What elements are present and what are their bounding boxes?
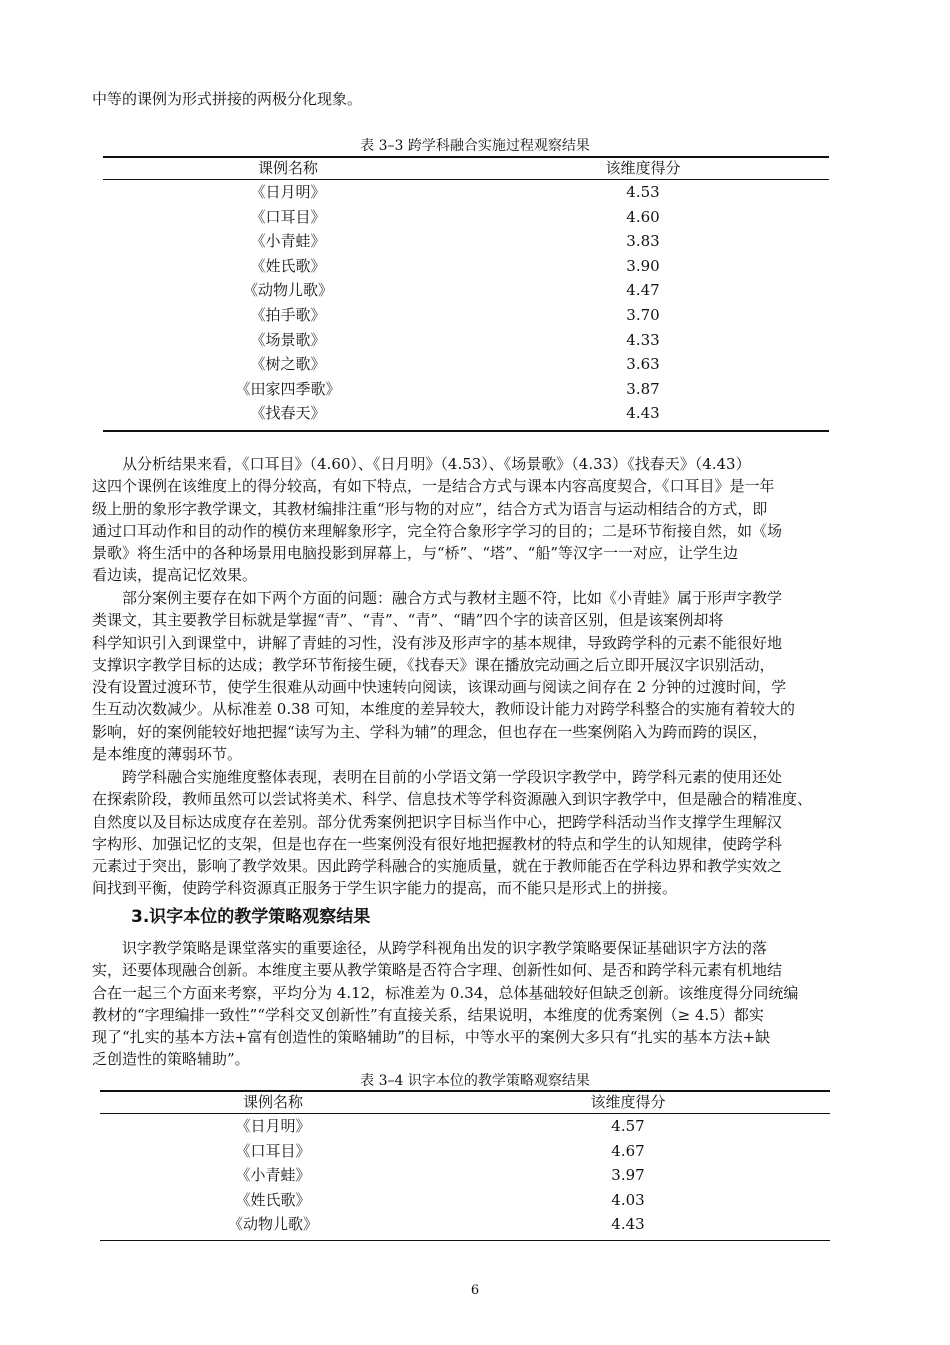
paragraph-line: 间找到平衡，使跨学科资源真正服务于学生识字能力的提高，而不能只是形式上的拼接。 — [92, 879, 678, 898]
table-row — [100, 1139, 830, 1164]
table1-cell-name: 《树之歌》 — [250, 355, 326, 374]
table2-cell-score: 4.43 — [611, 1215, 645, 1234]
table1-cell-score: 3.63 — [626, 355, 660, 374]
paragraph-line: 从分析结果来看，《口耳目》（4.60）、《日月明》（4.53）、《场景歌》（4.33）《找春天》（4.43） — [122, 455, 751, 473]
table1-cell-name: 《姓氏歌》 — [250, 256, 326, 275]
paragraph-line: 影响，好的案例能较好地把握“读写为主、学科为辅”的理念，但也存在一些案例陷入为跨而跨的误区， — [92, 722, 768, 741]
table2-cell-name: 《姓氏歌》 — [235, 1190, 311, 1209]
paragraph-line: 识字教学策略是课堂落实的重要途径，从跨学科视角出发的识字教学策略要保证基础识字方法的落 — [122, 939, 768, 957]
table-row — [103, 401, 829, 426]
paragraph-line: 支撑识字教学目标的达成；教学环节衔接生硬，《找春天》课在播放完动画之后立即开展汉字识别活动， — [92, 655, 775, 674]
table2-cell-score: 3.97 — [611, 1166, 645, 1185]
table1-cell-name: 《日月明》 — [250, 183, 326, 201]
table1-cell-score: 3.70 — [626, 306, 660, 324]
table2-cell-name: 《口耳目》 — [235, 1141, 311, 1160]
table1-cell-score: 4.33 — [626, 330, 660, 349]
table2-cell-name: 《小青蛙》 — [235, 1166, 311, 1185]
paragraph-line: 景歌》将生活中的各种场景用电脑投影到屏幕上，与“桥”、“塔”、“船”等汉字一一对应，让学生边 — [92, 544, 739, 563]
table-row — [103, 229, 829, 254]
table1-cell-name: 《拍手歌》 — [250, 306, 326, 324]
paragraph-line: 在探索阶段，教师虽然可以尝试将美术、科学、信息技术等学科资源融入到识字教学中，但是融合的精准度、 — [92, 790, 813, 809]
table-row — [103, 352, 829, 377]
paragraph-4 — [92, 937, 860, 1071]
paragraph-line: 级上册的象形字教学课文，其教材编排注重“形与物的对应”，结合方式为语言与运动相结合的方式，即 — [92, 499, 768, 518]
table1-cell-score: 4.53 — [626, 183, 660, 201]
table-row — [100, 1212, 830, 1237]
paragraph-line: 字构形、加强记忆的支架，但是也存在一些案例没有很好地把握教材的特点和学生的认知规律，使跨学科 — [92, 834, 783, 853]
table1-cell-name: 《找春天》 — [250, 404, 326, 423]
table-row — [100, 1163, 830, 1188]
paragraph-line: 这四个课例在该维度上的得分较高，有如下特点，一是结合方式与课本内容高度契合，《口耳目》是一年 — [92, 477, 775, 496]
paragraph-line: 自然度以及目标达成度存在差别。部分优秀案例把识字目标当作中心，把跨学科活动当作支撑学生理解汉 — [92, 812, 783, 831]
table1-cell-name: 《动物儿歌》 — [242, 281, 333, 300]
table1-cell-score: 4.60 — [626, 207, 660, 226]
paragraph-3 — [92, 766, 860, 900]
paragraph-line: 跨学科融合实施维度整体表现，表明在目前的小学语文第一学段识字教学中，跨学科元素的使用还处 — [122, 768, 783, 786]
table1-cell-score: 4.47 — [626, 281, 660, 300]
paragraph-line: 生互动次数减少。从标准差 0.38 可知，本维度的差异较大，教师设计能力对跨学科整合的实施有着较大的 — [92, 700, 795, 719]
paragraph-line: 类课文，其主要教学目标就是掌握“青”、“青”、“青”、“睛”四个字的读音区别，但是该案例却将 — [92, 611, 724, 630]
table-row — [103, 377, 829, 402]
table1-bottom-rule — [103, 430, 829, 432]
paragraph-line: 实，还要体现融合创新。本维度主要从教学策略是否符合字理、创新性如何、是否和跨学科元素有机地结 — [92, 961, 783, 980]
table2-caption: 表 3–4 识字本位的教学策略观察结果 — [360, 1073, 590, 1089]
paragraph-line: 元素过于突出，影响了教学效果。因此跨学科融合的实施质量，就在于教师能否在学科边界和教学实效之 — [92, 857, 783, 876]
table1-cell-score: 3.87 — [626, 379, 660, 398]
table1-cell-score: 4.43 — [626, 404, 660, 423]
paragraph-line: 合在一起三个方面来考察，平均分为 4.12，标准差为 0.34，总体基础较好但缺乏创新。该维度得分同统编 — [92, 983, 799, 1002]
table1-cell-score: 3.90 — [626, 256, 660, 275]
table2 — [100, 1090, 830, 1242]
paragraph-line: 是本维度的薄弱环节。 — [92, 745, 243, 764]
table2-cell-name: 《日月明》 — [235, 1117, 311, 1135]
table1-cell-score: 3.83 — [626, 232, 660, 251]
table1-header-row — [103, 158, 829, 178]
paragraph-1 — [92, 453, 860, 587]
table-row — [103, 205, 829, 230]
table1-cell-name: 《场景歌》 — [250, 330, 326, 349]
paragraph-line: 现了“扎实的基本方法+富有创造性的策略辅助”的目标，中等水平的案例大多只有“扎实的基本方法+缺 — [92, 1028, 771, 1047]
table-row — [100, 1188, 830, 1213]
table-row — [103, 303, 829, 328]
page-number: 6 — [470, 1283, 480, 1298]
table2-col2-header: 该维度得分 — [590, 1093, 666, 1111]
table2-cell-score: 4.67 — [611, 1141, 645, 1160]
paragraph-line: 部分案例主要存在如下两个方面的问题：融合方式与教材主题不符，比如《小青蛙》属于形声字教学 — [122, 589, 783, 607]
paragraph-line: 没有设置过渡环节，使学生很难从动画中快速转向阅读，该课动画与阅读之间存在 2 分钟的过渡时间，学 — [92, 678, 787, 697]
table1-col1-header: 课例名称 — [257, 159, 318, 177]
table1-cell-name: 《小青蛙》 — [250, 232, 326, 251]
table1-cell-name: 《口耳目》 — [250, 207, 326, 226]
table-row — [103, 180, 829, 205]
table1-cell-name: 《田家四季歌》 — [235, 379, 341, 398]
paragraph-line: 科学知识引入到课堂中，讲解了青蛙的习性，没有涉及形声字的基本规律，导致跨学科的元素不能很好地 — [92, 633, 783, 652]
table1-col2-header: 该维度得分 — [605, 159, 681, 177]
table1-caption: 表 3–3 跨学科融合实施过程观察结果 — [360, 138, 590, 154]
table-row — [103, 278, 829, 303]
paragraph-2 — [92, 587, 860, 765]
table-row — [103, 328, 829, 353]
table2-cell-score: 4.03 — [611, 1190, 645, 1209]
paragraph-line: 看边读，提高记忆效果。 — [92, 566, 258, 585]
paragraph-line: 乏创造性的策略辅助”。 — [92, 1050, 250, 1069]
section-heading: 3.识字本位的教学策略观察结果 — [131, 907, 371, 927]
paragraph-line: 教材的“字理编排一致性”“学科交叉创新性”有直接关系，结果说明，本维度的优秀案例（≥ 4.5）都实 — [92, 1005, 764, 1024]
table1 — [103, 156, 829, 434]
table2-cell-score: 4.57 — [611, 1117, 645, 1135]
table2-cell-name: 《动物儿歌》 — [227, 1215, 318, 1234]
table2-bottom-rule — [100, 1240, 830, 1241]
table2-col1-header: 课例名称 — [242, 1093, 303, 1111]
paragraph-line: 通过口耳动作和目的动作的模仿来理解象形字，完全符合象形字学习的目的；二是环节衔接自然，如《场 — [92, 521, 783, 540]
table-row — [103, 254, 829, 279]
top-line: 中等的课例为形式拼接的两极分化现象。 — [92, 90, 363, 108]
table-row — [100, 1114, 830, 1139]
table2-header-row — [100, 1092, 830, 1112]
